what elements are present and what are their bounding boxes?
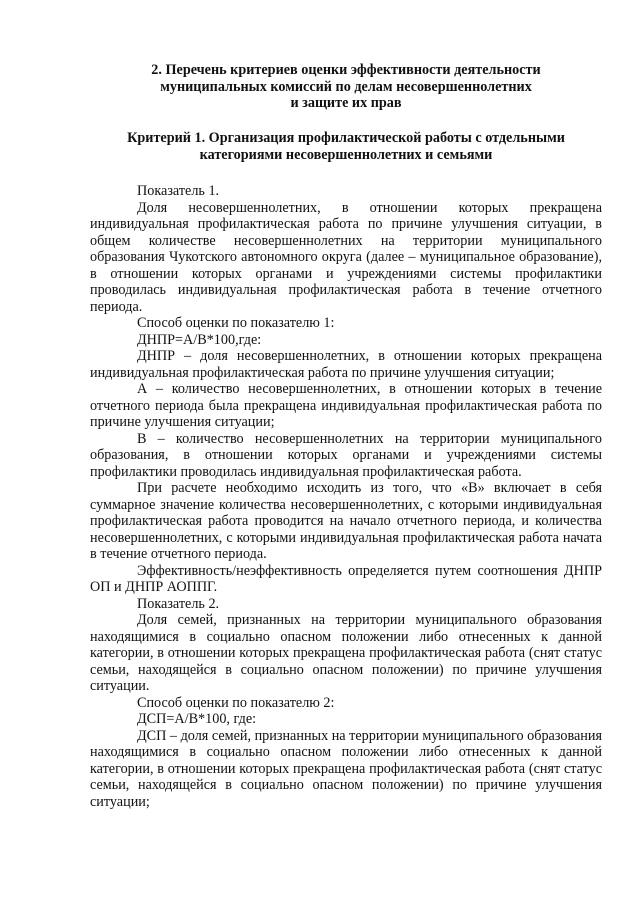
criterion-title <box>90 130 602 163</box>
indicator-1-definition-a: А – количество несовершеннолетних, в отношении которых в течение отчетного периода была прекращена индивидуальная профилактическая работа по причине улучшения ситуации; <box>90 381 602 430</box>
indicator-1-heading: Показатель 1. <box>137 183 220 199</box>
indicator-1-description: Доля несовершеннолетних, в отношении которых прекращена индивидуальная профилактическая работа по причине улучшения ситуации, в общем количестве несовершеннолетних на территории муниципального образования Чукотского автономного округа (далее – муниципальное образование), в отношении которых органами и учреждениями системы профилактики проводилась индивидуальная профилактическая работа в течение отчетного периода. <box>90 199 602 315</box>
section-title-line: и защите их прав <box>290 95 402 111</box>
document-body <box>90 183 602 810</box>
criterion-title-line: категориями несовершеннолетних и семьями <box>199 146 493 163</box>
section-title-line: муниципальных комиссий по делам несовершеннолетних <box>160 78 532 95</box>
indicator-2-formula: ДСП=А/В*100, где: <box>137 711 257 727</box>
criterion-title-line: Критерий 1. Организация профилактической работы с отдельными <box>127 130 565 146</box>
indicator-2-heading: Показатель 2. <box>137 595 220 612</box>
indicator-1-method-heading: Способ оценки по показателю 1: <box>137 315 335 331</box>
indicator-2-method-heading: Способ оценки по показателю 2: <box>137 694 335 711</box>
indicator-1-definition-dnpr: ДНПР – доля несовершеннолетних, в отношении которых прекращена индивидуальная профилактическая работа по причине улучшения ситуации; <box>90 348 602 381</box>
section-title <box>90 62 602 112</box>
indicator-1-formula: ДНПР=А/В*100,где: <box>137 331 262 348</box>
indicator-1-effectiveness-note: Эффективность/неэффективность определяется путем соотношения ДНПР ОП и ДНПР АОППГ. <box>90 562 602 595</box>
indicator-1-calculation-note: При расчете необходимо исходить из того, что «В» включает в себя суммарное значение количества несовершеннолетних, с которыми индивидуальная профилактическая работа проводится на начало отчетного периода, и количества несовершеннолетних, с которыми индивидуальная профилактическая работа начата в течение отчетного периода. <box>90 480 602 562</box>
indicator-1-definition-b: В – количество несовершеннолетних на территории муниципального образования, в отношении которых органами и учреждениями системы профилактики проводилась индивидуальная профилактическая работа. <box>90 430 602 480</box>
section-title-line: 2. Перечень критериев оценки эффективности деятельности <box>151 62 541 78</box>
indicator-2-description: Доля семей, признанных на территории муниципального образования находящимися в социально опасном положении либо отнесенных к данной категории, в отношении которых прекращена профилактическая работа (снят статус семьи, находящейся в социально опасном положении) по причине улучшения ситуации. <box>90 612 602 694</box>
indicator-2-definition-dsp: ДСП – доля семей, признанных на территории муниципального образования находящимися в социально опасном положении либо отнесенных к данной категории, в отношении которых прекращена профилактическая работа (снят статус семьи, находящейся в социально опасном положении) по причине улучшения ситуации; <box>90 727 602 810</box>
